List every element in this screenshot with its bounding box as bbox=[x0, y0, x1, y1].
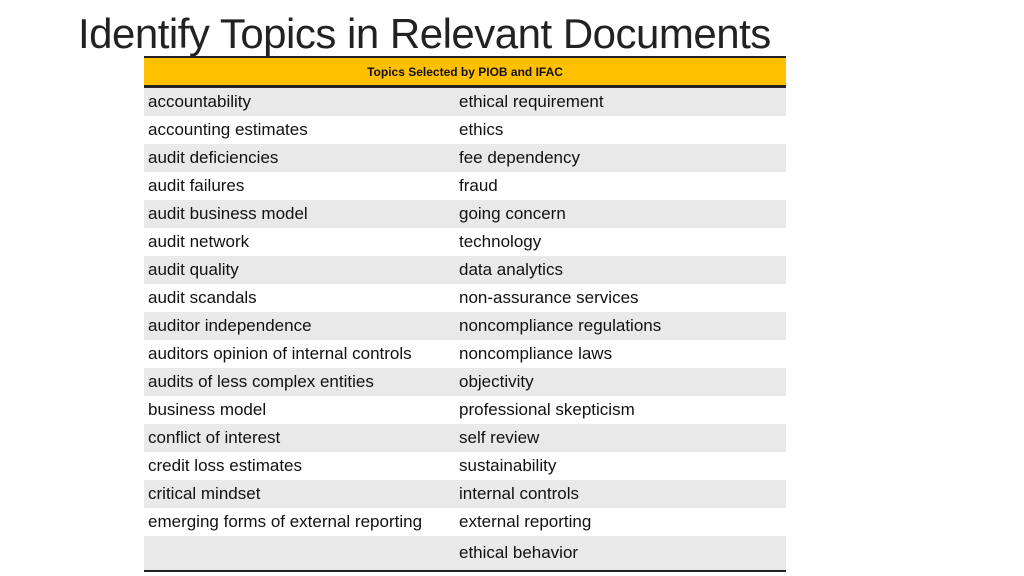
topic-cell: non-assurance services bbox=[455, 284, 786, 312]
table-row bbox=[144, 172, 786, 200]
table-row bbox=[144, 284, 786, 312]
topic-cell: fraud bbox=[455, 172, 786, 200]
table-row bbox=[144, 200, 786, 228]
table-row bbox=[144, 340, 786, 368]
topic-cell: audit deficiencies bbox=[144, 144, 455, 172]
table-row bbox=[144, 452, 786, 480]
slide-title: Identify Topics in Relevant Documents bbox=[78, 10, 771, 57]
table-row bbox=[144, 480, 786, 508]
topic-cell: data analytics bbox=[455, 256, 786, 284]
topic-cell: critical mindset bbox=[144, 480, 455, 508]
topic-cell: auditors opinion of internal controls bbox=[144, 340, 455, 368]
topic-cell: ethical requirement bbox=[455, 87, 786, 117]
topics-table bbox=[144, 56, 786, 572]
topic-cell-empty bbox=[144, 536, 455, 571]
topic-cell: noncompliance laws bbox=[455, 340, 786, 368]
topic-cell: going concern bbox=[455, 200, 786, 228]
topic-cell: fee dependency bbox=[455, 144, 786, 172]
topic-cell: audit business model bbox=[144, 200, 455, 228]
table-row bbox=[144, 508, 786, 536]
topic-cell: accountability bbox=[144, 87, 455, 117]
topic-cell: noncompliance regulations bbox=[455, 312, 786, 340]
topic-cell: business model bbox=[144, 396, 455, 424]
topic-cell: emerging forms of external reporting bbox=[144, 508, 455, 536]
topic-cell: ethics bbox=[455, 116, 786, 144]
topic-cell: professional skepticism bbox=[455, 396, 786, 424]
table-row bbox=[144, 116, 786, 144]
topic-cell: audit scandals bbox=[144, 284, 455, 312]
table-header-row bbox=[144, 57, 786, 87]
topic-cell: external reporting bbox=[455, 508, 786, 536]
table-row bbox=[144, 228, 786, 256]
table-row bbox=[144, 256, 786, 284]
topic-cell: sustainability bbox=[455, 452, 786, 480]
topic-cell: internal controls bbox=[455, 480, 786, 508]
topic-cell: technology bbox=[455, 228, 786, 256]
topic-cell: auditor independence bbox=[144, 312, 455, 340]
table-row bbox=[144, 312, 786, 340]
topic-cell: audits of less complex entities bbox=[144, 368, 455, 396]
topic-cell: audit network bbox=[144, 228, 455, 256]
topic-cell: conflict of interest bbox=[144, 424, 455, 452]
table-row bbox=[144, 368, 786, 396]
topic-cell: accounting estimates bbox=[144, 116, 455, 144]
topic-cell: audit quality bbox=[144, 256, 455, 284]
topic-cell: ethical behavior bbox=[455, 536, 786, 571]
topic-cell: audit failures bbox=[144, 172, 455, 200]
table-row bbox=[144, 144, 786, 172]
topic-cell: self review bbox=[455, 424, 786, 452]
table-row bbox=[144, 424, 786, 452]
table-row bbox=[144, 87, 786, 117]
topic-cell: credit loss estimates bbox=[144, 452, 455, 480]
table-row bbox=[144, 536, 786, 571]
table-header: Topics Selected by PIOB and IFAC bbox=[144, 57, 786, 87]
topic-cell: objectivity bbox=[455, 368, 786, 396]
table-row bbox=[144, 396, 786, 424]
